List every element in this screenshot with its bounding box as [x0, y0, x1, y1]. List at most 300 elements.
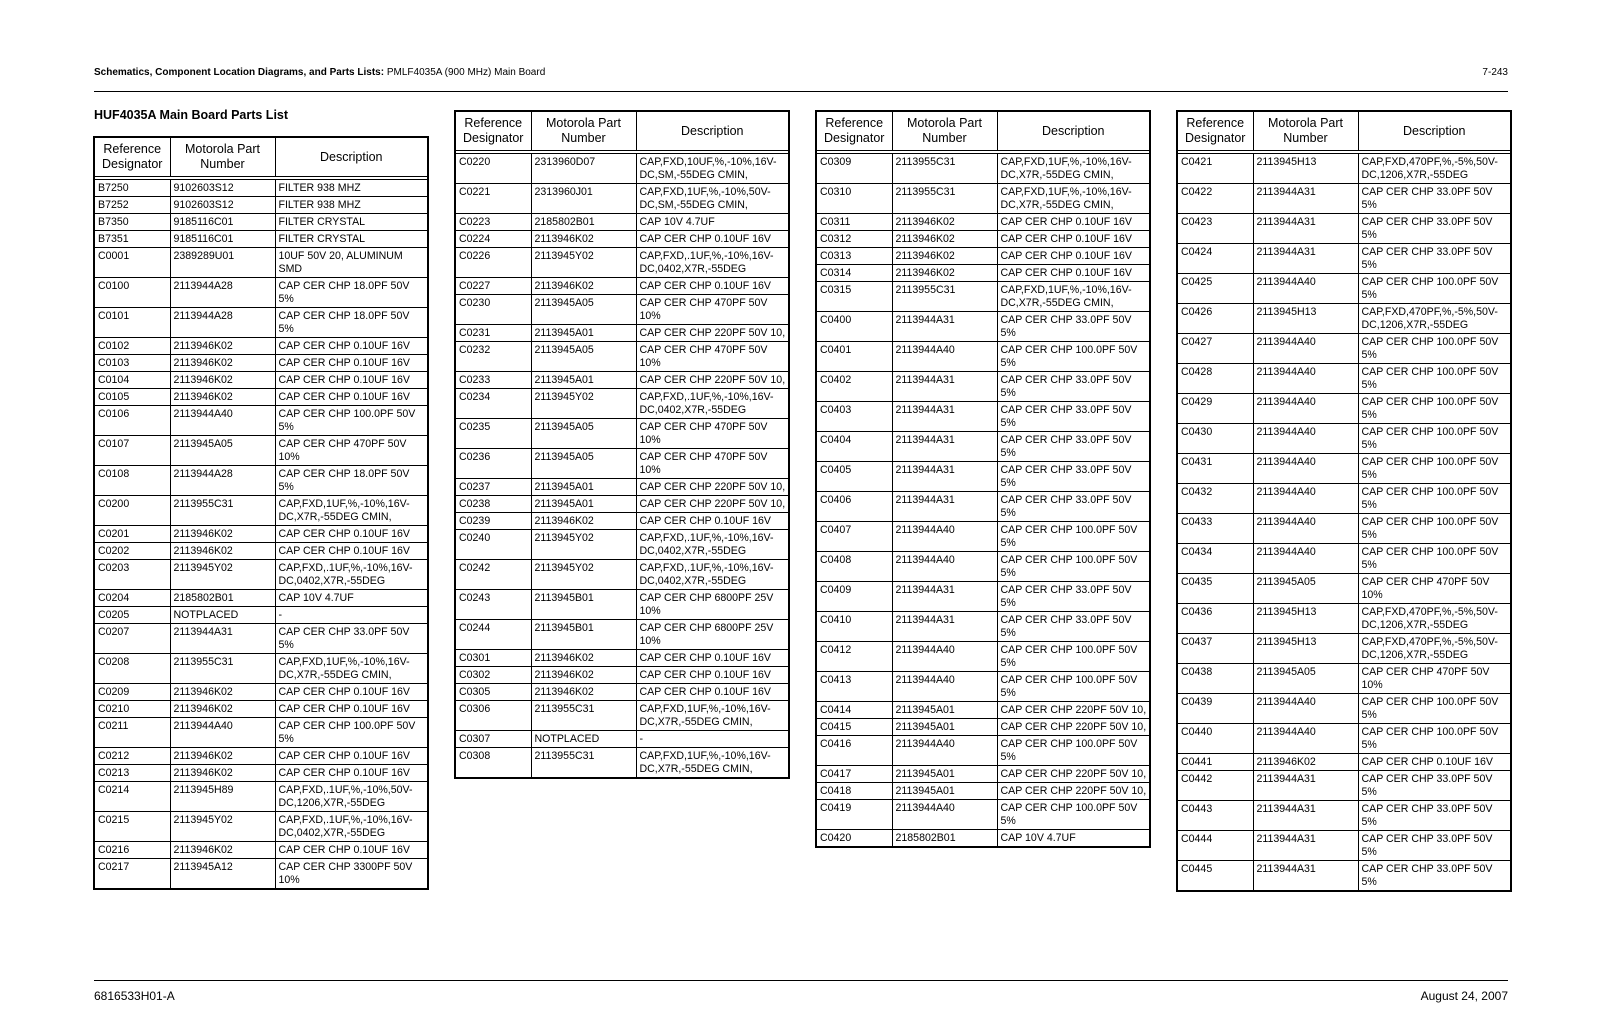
- ref-cell: C0430: [1178, 424, 1253, 454]
- header-title-bold: Schematics, Component Location Diagrams, and Parts Lists:: [94, 67, 385, 78]
- description-cell: CAP CER CHP 220PF 50V 10,: [636, 496, 788, 513]
- ref-cell: C0444: [1178, 831, 1253, 861]
- ref-cell: C0427: [1178, 334, 1253, 364]
- ref-cell: C0313: [817, 248, 892, 265]
- description-cell: CAP CER CHP 100.0PF 50V 5%: [275, 406, 427, 436]
- part-number-cell: 2113946K02: [531, 513, 636, 530]
- description-cell: CAP CER CHP 0.10UF 16V: [275, 701, 427, 718]
- part-number-cell: 2113945B01: [531, 620, 636, 650]
- description-cell: CAP,FXD,10UF,%,-10%,16V-DC,SM,-55DEG CMIN,: [636, 152, 788, 184]
- description-cell: CAP,FXD,470PF,%,-5%,50V-DC,1206,X7R,-55DEG: [1358, 634, 1510, 664]
- table-row: [456, 479, 788, 496]
- table-row: [817, 522, 1149, 552]
- part-number-cell: 2113945Y02: [531, 530, 636, 560]
- part-number-cell: 2113944A31: [892, 582, 997, 612]
- description-cell: CAP,FXD,1UF,%,-10%,16V-DC,X7R,-55DEG CMIN,: [997, 184, 1149, 214]
- ref-cell: C0443: [1178, 801, 1253, 831]
- table-row: [95, 197, 427, 214]
- ref-cell: C0306: [456, 701, 531, 731]
- ref-cell: C0305: [456, 684, 531, 701]
- description-cell: CAP CER CHP 33.0PF 50V 5%: [997, 312, 1149, 342]
- table-row: [817, 702, 1149, 719]
- table-row: [817, 800, 1149, 830]
- ref-cell: C0309: [817, 152, 892, 184]
- table-row: [817, 214, 1149, 231]
- part-number-cell: 2113946K02: [531, 278, 636, 295]
- part-number-cell: 2113946K02: [1253, 754, 1358, 771]
- table-row: [456, 342, 788, 372]
- description-cell: CAP,FXD,.1UF,%,-10%,16V-DC,0402,X7R,-55DEG: [275, 560, 427, 590]
- ref-cell: C0212: [95, 748, 170, 765]
- table-row: [1178, 604, 1510, 634]
- ref-cell: C0409: [817, 582, 892, 612]
- part-number-cell: 2185802B01: [892, 830, 997, 847]
- ref-cell: C0208: [95, 654, 170, 684]
- description-cell: CAP 10V 4.7UF: [1000, 832, 1076, 844]
- ref-cell: C0207: [95, 624, 170, 654]
- description-cell: CAP CER CHP 0.10UF 16V: [997, 231, 1149, 248]
- ref-cell: C0432: [1178, 484, 1253, 514]
- ref-cell: C0406: [817, 492, 892, 522]
- description-cell: CAP,FXD,1UF,%,-10%,16V-DC,X7R,-55DEG CMIN,: [997, 152, 1149, 184]
- part-number-cell: 2113955C31: [531, 748, 636, 778]
- part-number-cell: 2113955C31: [170, 496, 275, 526]
- description-cell: CAP,FXD,1UF,%,-10%,16V-DC,X7R,-55DEG CMIN,: [636, 701, 788, 731]
- description-cell: CAP CER CHP 33.0PF 50V 5%: [1358, 831, 1510, 861]
- ref-cell: C0441: [1178, 754, 1253, 771]
- description-cell: CAP,FXD,1UF,%,-10%,16V-DC,X7R,-55DEG CMIN,: [275, 654, 427, 684]
- part-number-cell: 2113944A31: [892, 462, 997, 492]
- description-cell: CAP CER CHP 100.0PF 50V 5%: [1358, 724, 1510, 754]
- description-cell: CAP CER CHP 0.10UF 16V: [275, 372, 427, 389]
- table-row: [95, 214, 427, 231]
- description-cell: CAP CER CHP 220PF 50V 10,: [636, 372, 788, 389]
- table-row: [456, 748, 788, 778]
- description-cell: CAP CER CHP 100.0PF 50V 5%: [997, 736, 1149, 766]
- description-cell: CAP CER CHP 100.0PF 50V 5%: [1358, 274, 1510, 304]
- table-row: [95, 406, 427, 436]
- table-row: [1178, 514, 1510, 544]
- part-number-cell: 2113945Y02: [531, 248, 636, 278]
- part-number-cell: 2113945H13: [1253, 152, 1358, 184]
- table-row: [817, 152, 1149, 184]
- table-row: [817, 736, 1149, 766]
- table-row: [1178, 184, 1510, 214]
- part-number-cell: 2113946K02: [531, 650, 636, 667]
- ref-cell: C0420: [817, 830, 892, 847]
- description-cell: CAP CER CHP 0.10UF 16V: [997, 214, 1149, 231]
- ref-cell: C0242: [456, 560, 531, 590]
- part-number-cell: 2113944A31: [170, 624, 275, 654]
- table-row: [95, 812, 427, 842]
- description-cell: CAP CER CHP 0.10UF 16V: [636, 278, 788, 295]
- ref-cell: C0236: [456, 449, 531, 479]
- table-row: [817, 432, 1149, 462]
- description-cell: CAP CER CHP 0.10UF 16V: [275, 765, 427, 782]
- column-header-reference: Reference Designator: [1178, 112, 1253, 152]
- part-number-cell: 2113946K02: [170, 684, 275, 701]
- table-row: [1178, 394, 1510, 424]
- column-header-part-number: Motorola Part Number: [170, 138, 275, 178]
- part-number-cell: 2113944A31: [1253, 801, 1358, 831]
- part-number-cell: 2113946K02: [170, 543, 275, 560]
- description-cell: CAP CER CHP 0.10UF 16V: [275, 355, 427, 372]
- description-cell: CAP CER CHP 220PF 50V 10,: [997, 783, 1149, 800]
- column-header-part-number: Motorola Part Number: [1253, 112, 1358, 152]
- table-header-row: [1178, 112, 1510, 152]
- ref-cell: C0108: [95, 466, 170, 496]
- part-number-cell: 2113944A40: [1253, 694, 1358, 724]
- table-row: [456, 667, 788, 684]
- part-number-cell: 2113944A40: [892, 552, 997, 582]
- description-cell: -: [275, 607, 427, 624]
- ref-cell: C0235: [456, 419, 531, 449]
- ref-cell: C0243: [456, 590, 531, 620]
- ref-cell: C0238: [456, 496, 531, 513]
- ref-cell: C0435: [1178, 574, 1253, 604]
- description-cell: CAP CER CHP 33.0PF 50V 5%: [997, 402, 1149, 432]
- table-row: [95, 436, 427, 466]
- part-number-cell: 2113946K02: [170, 389, 275, 406]
- part-number-cell: 2113945A05: [531, 342, 636, 372]
- ref-cell: C0437: [1178, 634, 1253, 664]
- part-number-cell: 2113946K02: [531, 684, 636, 701]
- table-row: [95, 590, 427, 607]
- description-cell: CAP CER CHP 33.0PF 50V 5%: [997, 432, 1149, 462]
- description-cell: CAP CER CHP 100.0PF 50V 5%: [1358, 694, 1510, 724]
- table-row: [456, 701, 788, 731]
- ref-cell: C0231: [456, 325, 531, 342]
- ref-cell: C0240: [456, 530, 531, 560]
- table-row: [817, 342, 1149, 372]
- table-row: [1178, 801, 1510, 831]
- table-row: [1178, 694, 1510, 724]
- description-cell: CAP CER CHP 220PF 50V 10,: [997, 702, 1149, 719]
- ref-cell: C0440: [1178, 724, 1253, 754]
- description-cell: CAP CER CHP 100.0PF 50V 5%: [997, 552, 1149, 582]
- ref-cell: C0234: [456, 389, 531, 419]
- description-cell: CAP,FXD,.1UF,%,-10%,16V-DC,0402,X7R,-55DEG: [636, 248, 788, 278]
- table-row: [817, 312, 1149, 342]
- part-number-cell: 2113945B01: [531, 590, 636, 620]
- description-cell: CAP CER CHP 0.10UF 16V: [275, 338, 427, 355]
- table-row: [817, 184, 1149, 214]
- description-cell: CAP CER CHP 470PF 50V 10%: [1358, 574, 1510, 604]
- part-number-cell: 2113944A40: [1253, 724, 1358, 754]
- description-cell: CAP CER CHP 470PF 50V 10%: [636, 342, 788, 372]
- table-row: [456, 650, 788, 667]
- ref-cell: C0310: [817, 184, 892, 214]
- table-row: [1178, 861, 1510, 891]
- part-number-cell: 2113946K02: [170, 372, 275, 389]
- part-number-cell: 2113944A40: [1253, 514, 1358, 544]
- table-row: [1178, 334, 1510, 364]
- table-row: [95, 748, 427, 765]
- ref-cell: C0426: [1178, 304, 1253, 334]
- table-row: [1178, 754, 1510, 771]
- part-number-cell: 2113946K02: [170, 842, 275, 859]
- table-row: [456, 152, 788, 184]
- ref-cell: C0202: [95, 543, 170, 560]
- parts-table: [456, 112, 788, 777]
- description-cell: 10UF 50V 20, ALUMINUM SMD: [275, 248, 427, 278]
- description-cell: CAP CER CHP 100.0PF 50V 5%: [275, 718, 427, 748]
- part-number-cell: 2113945A05: [531, 449, 636, 479]
- part-number-cell: 2113944A40: [1253, 484, 1358, 514]
- table-row: [817, 248, 1149, 265]
- part-number-cell: 2113944A40: [1253, 274, 1358, 304]
- page-number: 7-243: [1482, 67, 1508, 78]
- description-cell: CAP,FXD,.1UF,%,-10%,16V-DC,0402,X7R,-55DEG: [636, 560, 788, 590]
- table-row: [456, 620, 788, 650]
- part-number-cell: 2113955C31: [892, 152, 997, 184]
- parts-table-2: [454, 110, 790, 779]
- part-number-cell: 2113944A40: [892, 522, 997, 552]
- description-cell: CAP,FXD,470PF,%,-5%,50V-DC,1206,X7R,-55DEG: [1358, 304, 1510, 334]
- table-row: [456, 295, 788, 325]
- table-row: [1178, 274, 1510, 304]
- table-row: [95, 526, 427, 543]
- description-cell: CAP CER CHP 100.0PF 50V 5%: [1358, 454, 1510, 484]
- ref-cell: C0403: [817, 402, 892, 432]
- description-cell: CAP CER CHP 0.10UF 16V: [636, 231, 788, 248]
- description-cell: CAP CER CHP 33.0PF 50V 5%: [997, 492, 1149, 522]
- description-cell: CAP CER CHP 0.10UF 16V: [636, 650, 788, 667]
- part-number-cell: 2113946K02: [170, 748, 275, 765]
- description-cell: CAP,FXD,.1UF,%,-10%,16V-DC,0402,X7R,-55DEG: [636, 389, 788, 419]
- description-cell: CAP,FXD,470PF,%,-5%,50V-DC,1206,X7R,-55DEG: [1358, 152, 1510, 184]
- ref-cell: C0217: [95, 859, 170, 889]
- column-header-description: Description: [275, 138, 427, 178]
- table-row: [95, 308, 427, 338]
- ref-cell: C0405: [817, 462, 892, 492]
- ref-cell: C0102: [95, 338, 170, 355]
- ref-cell: C0233: [456, 372, 531, 389]
- description-cell: CAP,FXD,1UF,%,-10%,16V-DC,X7R,-55DEG CMIN,: [275, 496, 427, 526]
- part-number-cell: 2113944A40: [892, 342, 997, 372]
- table-row: [1178, 484, 1510, 514]
- description-cell: FILTER CRYSTAL: [275, 214, 427, 231]
- table-row: [456, 731, 788, 748]
- description-cell: CAP,FXD,470PF,%,-5%,50V-DC,1206,X7R,-55DEG: [1358, 604, 1510, 634]
- ref-cell: C0200: [95, 496, 170, 526]
- description-cell: CAP CER CHP 33.0PF 50V 5%: [1358, 244, 1510, 274]
- table-row: [817, 552, 1149, 582]
- ref-cell: C0415: [817, 719, 892, 736]
- description-cell: CAP CER CHP 470PF 50V 10%: [636, 449, 788, 479]
- description-cell: FILTER CRYSTAL: [275, 231, 427, 248]
- description-cell: CAP CER CHP 33.0PF 50V 5%: [1358, 771, 1510, 801]
- part-number-cell: 2185802B01: [170, 590, 275, 607]
- ref-cell: C0223: [456, 214, 531, 231]
- description-cell: CAP,FXD,1UF,%,-10%,16V-DC,X7R,-55DEG CMIN,: [997, 282, 1149, 312]
- part-number-cell: 2113944A31: [892, 612, 997, 642]
- part-number-cell: 2113946K02: [892, 248, 997, 265]
- table-row: [95, 543, 427, 560]
- ref-cell: C0215: [95, 812, 170, 842]
- table-row: [95, 372, 427, 389]
- description-cell: CAP CER CHP 0.10UF 16V: [1358, 754, 1510, 771]
- table-row: [456, 372, 788, 389]
- table-row: [456, 449, 788, 479]
- table-row: [1178, 544, 1510, 574]
- table-row: [817, 582, 1149, 612]
- ref-cell: C0423: [1178, 214, 1253, 244]
- table-row: [456, 278, 788, 295]
- table-row: [1178, 244, 1510, 274]
- footer-rule: [94, 980, 1508, 981]
- table-row: [1178, 771, 1510, 801]
- ref-cell: C0445: [1178, 861, 1253, 891]
- ref-cell: C0424: [1178, 244, 1253, 274]
- table-row: [817, 612, 1149, 642]
- part-number-cell: 2113945A01: [892, 702, 997, 719]
- table-row: [95, 278, 427, 308]
- description-cell: CAP CER CHP 0.10UF 16V: [275, 543, 427, 560]
- description-cell: CAP CER CHP 220PF 50V 10,: [997, 719, 1149, 736]
- ref-cell: C0414: [817, 702, 892, 719]
- table-row: [95, 178, 427, 197]
- ref-cell: C0103: [95, 355, 170, 372]
- part-number-cell: 2113944A31: [892, 312, 997, 342]
- parts-table-3: [815, 110, 1151, 848]
- ref-cell: C0204: [95, 590, 170, 607]
- table-row: [817, 783, 1149, 800]
- table-row: [456, 184, 788, 214]
- description-cell: CAP CER CHP 0.10UF 16V: [997, 265, 1149, 282]
- table-row: [456, 389, 788, 419]
- table-row: [456, 590, 788, 620]
- table-row: [1178, 664, 1510, 694]
- description-cell: CAP CER CHP 0.10UF 16V: [636, 684, 788, 701]
- part-number-cell: 2313960D07: [531, 152, 636, 184]
- table-row: [95, 701, 427, 718]
- ref-cell: B7350: [95, 214, 170, 231]
- part-number-cell: 2113945H13: [1253, 634, 1358, 664]
- ref-cell: C0308: [456, 748, 531, 778]
- table-row: [456, 530, 788, 560]
- part-number-cell: 2185802B01: [531, 214, 636, 231]
- ref-cell: C0227: [456, 278, 531, 295]
- ref-cell: C0439: [1178, 694, 1253, 724]
- part-number-cell: NOTPLACED: [170, 607, 275, 624]
- description-cell: CAP CER CHP 33.0PF 50V 5%: [1361, 863, 1493, 888]
- ref-cell: C0209: [95, 684, 170, 701]
- ref-cell: B7252: [95, 197, 170, 214]
- part-number-cell: 2113944A40: [892, 642, 997, 672]
- table-row: [95, 842, 427, 859]
- part-number-cell: 2113944A40: [892, 800, 997, 830]
- ref-cell: C0221: [456, 184, 531, 214]
- part-number-cell: 2113946K02: [892, 214, 997, 231]
- table-row: [817, 672, 1149, 702]
- part-number-cell: 2113946K02: [170, 338, 275, 355]
- table-row: [1178, 831, 1510, 861]
- ref-cell: C0211: [95, 718, 170, 748]
- part-number-cell: 2113944A31: [1253, 214, 1358, 244]
- ref-cell: C0210: [95, 701, 170, 718]
- table-row: [95, 859, 427, 889]
- table-row: [95, 654, 427, 684]
- part-number-cell: 2113944A40: [892, 736, 997, 766]
- part-number-cell: 9102603S12: [170, 178, 275, 197]
- description-cell: CAP CER CHP 18.0PF 50V 5%: [275, 278, 427, 308]
- description-cell: CAP CER CHP 18.0PF 50V 5%: [275, 308, 427, 338]
- ref-cell: C0232: [456, 342, 531, 372]
- table-row: [95, 718, 427, 748]
- column-header-reference: Reference Designator: [817, 112, 892, 152]
- table-row: [456, 513, 788, 530]
- ref-cell: C0421: [1178, 152, 1253, 184]
- description-cell: CAP CER CHP 33.0PF 50V 5%: [1358, 214, 1510, 244]
- ref-cell: C0205: [95, 607, 170, 624]
- description-cell: CAP CER CHP 470PF 50V 10%: [275, 436, 427, 466]
- ref-cell: B7351: [95, 231, 170, 248]
- description-cell: CAP,FXD,1UF,%,-10%,16V-DC,X7R,-55DEG CMIN,: [639, 750, 771, 775]
- description-cell: CAP CER CHP 0.10UF 16V: [997, 248, 1149, 265]
- ref-cell: C0220: [456, 152, 531, 184]
- part-number-cell: 2113945Y02: [170, 812, 275, 842]
- part-number-cell: 2113944A31: [892, 492, 997, 522]
- part-number-cell: 2113944A31: [1253, 861, 1358, 891]
- part-number-cell: 2113945A05: [531, 419, 636, 449]
- ref-cell: C0001: [95, 248, 170, 278]
- part-number-cell: 2113946K02: [170, 355, 275, 372]
- ref-cell: C0431: [1178, 454, 1253, 484]
- description-cell: CAP CER CHP 100.0PF 50V 5%: [997, 642, 1149, 672]
- document-number: 6816533H01-A: [94, 989, 175, 1003]
- part-number-cell: 2389289U01: [170, 248, 275, 278]
- description-cell: CAP CER CHP 100.0PF 50V 5%: [1358, 544, 1510, 574]
- section-title: HUF4035A Main Board Parts List: [94, 108, 289, 122]
- part-number-cell: 2113944A40: [170, 718, 275, 748]
- description-cell: CAP CER CHP 33.0PF 50V 5%: [1358, 801, 1510, 831]
- ref-cell: C0213: [95, 765, 170, 782]
- part-number-cell: 2113955C31: [892, 282, 997, 312]
- description-cell: CAP CER CHP 100.0PF 50V 5%: [997, 672, 1149, 702]
- table-row: [95, 389, 427, 406]
- part-number-cell: 2113945A01: [531, 496, 636, 513]
- description-cell: CAP CER CHP 100.0PF 50V 5%: [1358, 334, 1510, 364]
- description-cell: CAP CER CHP 100.0PF 50V 5%: [997, 800, 1149, 830]
- ref-cell: C0203: [95, 560, 170, 590]
- part-number-cell: 2113955C31: [892, 184, 997, 214]
- ref-cell: C0417: [817, 766, 892, 783]
- description-cell: CAP CER CHP 470PF 50V 10%: [1358, 664, 1510, 694]
- ref-cell: C0104: [95, 372, 170, 389]
- ref-cell: C0100: [95, 278, 170, 308]
- part-number-cell: 2113944A31: [892, 432, 997, 462]
- column-header-description: Description: [997, 112, 1149, 152]
- table-row: [1178, 424, 1510, 454]
- part-number-cell: 2113946K02: [531, 667, 636, 684]
- table-row: [95, 560, 427, 590]
- description-cell: CAP CER CHP 33.0PF 50V 5%: [275, 624, 427, 654]
- header-rule: [94, 91, 1508, 92]
- part-number-cell: 2113944A31: [1253, 184, 1358, 214]
- ref-cell: C0106: [95, 406, 170, 436]
- description-cell: CAP CER CHP 33.0PF 50V 5%: [997, 582, 1149, 612]
- ref-cell: C0433: [1178, 514, 1253, 544]
- part-number-cell: 2113944A40: [1253, 334, 1358, 364]
- ref-cell: C0105: [95, 389, 170, 406]
- part-number-cell: 2113944A40: [1253, 454, 1358, 484]
- part-number-cell: 9102603S12: [170, 197, 275, 214]
- ref-cell: C0422: [1178, 184, 1253, 214]
- ref-cell: C0302: [456, 667, 531, 684]
- part-number-cell: 9185116C01: [170, 231, 275, 248]
- ref-cell: C0408: [817, 552, 892, 582]
